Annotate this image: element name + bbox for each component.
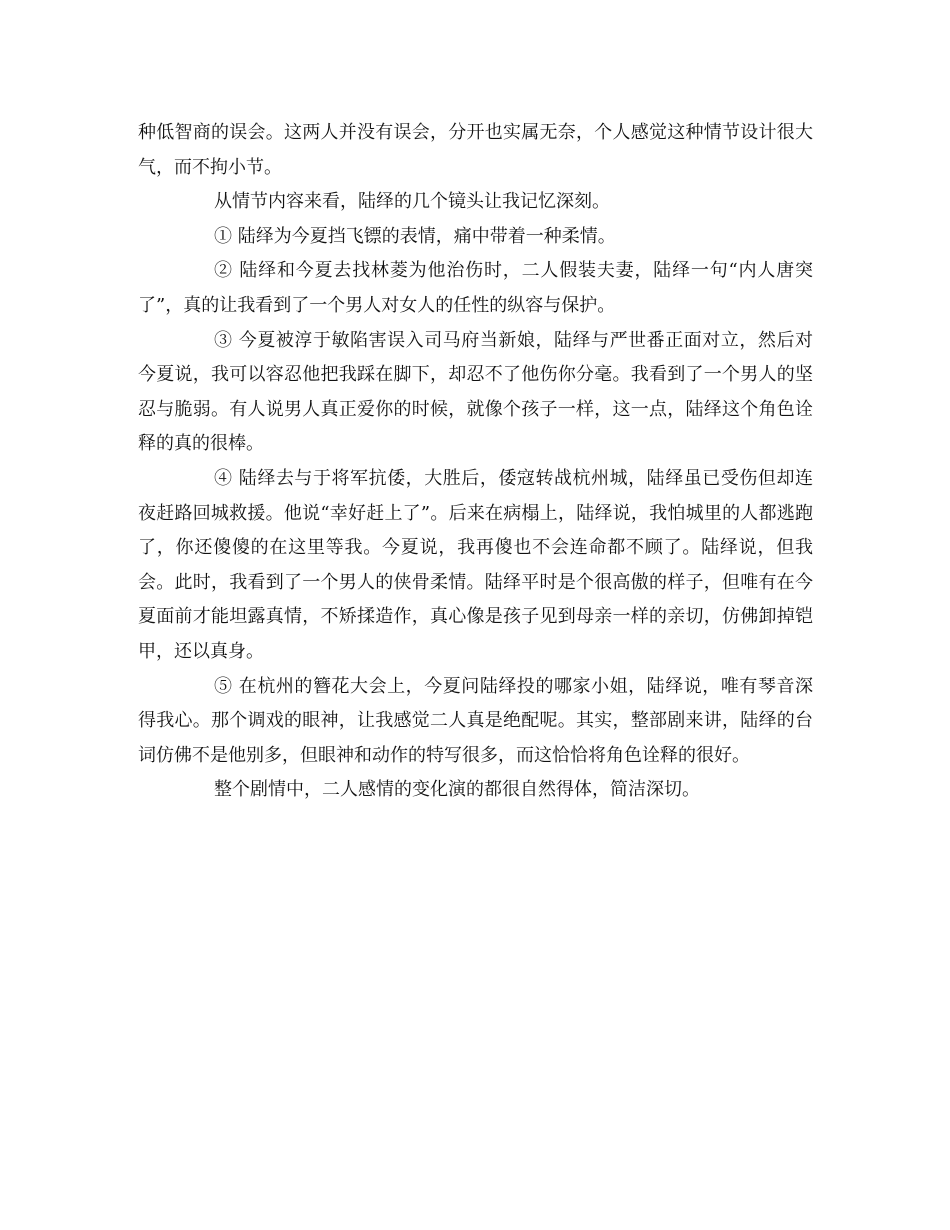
paragraph-point-5: ⑤ 在杭州的簪花大会上，今夏问陆绎投的哪家小姐，陆绎说，唯有琴音深得我心。那个调戏的眼神，让我感觉二人真是绝配呢。其实，整部剧来讲，陆绎的台词仿佛不是他别多，但眼神和动作的特写很多，而这恰恰将角色诠释的很好。: [138, 675, 813, 766]
paragraph-point-2: ② 陆绎和今夏去找林菱为他治伤时，二人假装夫妻，陆绎一句“内人唐突了”，真的让我看到了一个男人对女人的任性的纵容与保护。: [138, 260, 813, 316]
paragraph-intro: 从情节内容来看，陆绎的几个镜头让我记忆深刻。: [214, 191, 610, 213]
paragraph-point-4: ④ 陆绎去与于将军抗倭，大胜后，倭寇转战杭州城，陆绎虽已受伤但却连夜赶路回城救援。他说“幸好赶上了”。后来在病榻上，陆绎说，我怕城里的人都逃跑了，你还傻傻的在这里等我。今夏说，我再傻也不会连命都不顾了。陆绎说，但我会。此时，我看到了一个男人的侠骨柔情。陆绎平时是个很高傲的样子，但唯有在今夏面前才能坦露真情，不矫揉造作，真心像是孩子见到母亲一样的亲切，仿佛卸掉铠甲，还以真身。: [138, 467, 813, 662]
paragraph-point-1: ① 陆绎为今夏挡飞镖的表情，痛中带着一种柔情。: [214, 225, 616, 247]
paragraph-point-3: ③ 今夏被淳于敏陷害误入司马府当新娘，陆绎与严世番正面对立，然后对今夏说，我可以容忍他把我踩在脚下，却忍不了他伤你分毫。我看到了一个男人的坚忍与脆弱。有人说男人真正爱你的时候，就像个孩子一样，这一点，陆绎这个角色诠释的真的很棒。: [138, 329, 813, 455]
paragraph-continuation: 种低智商的误会。这两人并没有误会，分开也实属无奈，个人感觉这种情节设计很大气，而不拘小节。: [138, 122, 813, 178]
paragraph-conclusion: 整个剧情中，二人感情的变化演的都很自然得体，简洁深切。: [214, 779, 700, 801]
document-body: [138, 116, 813, 808]
